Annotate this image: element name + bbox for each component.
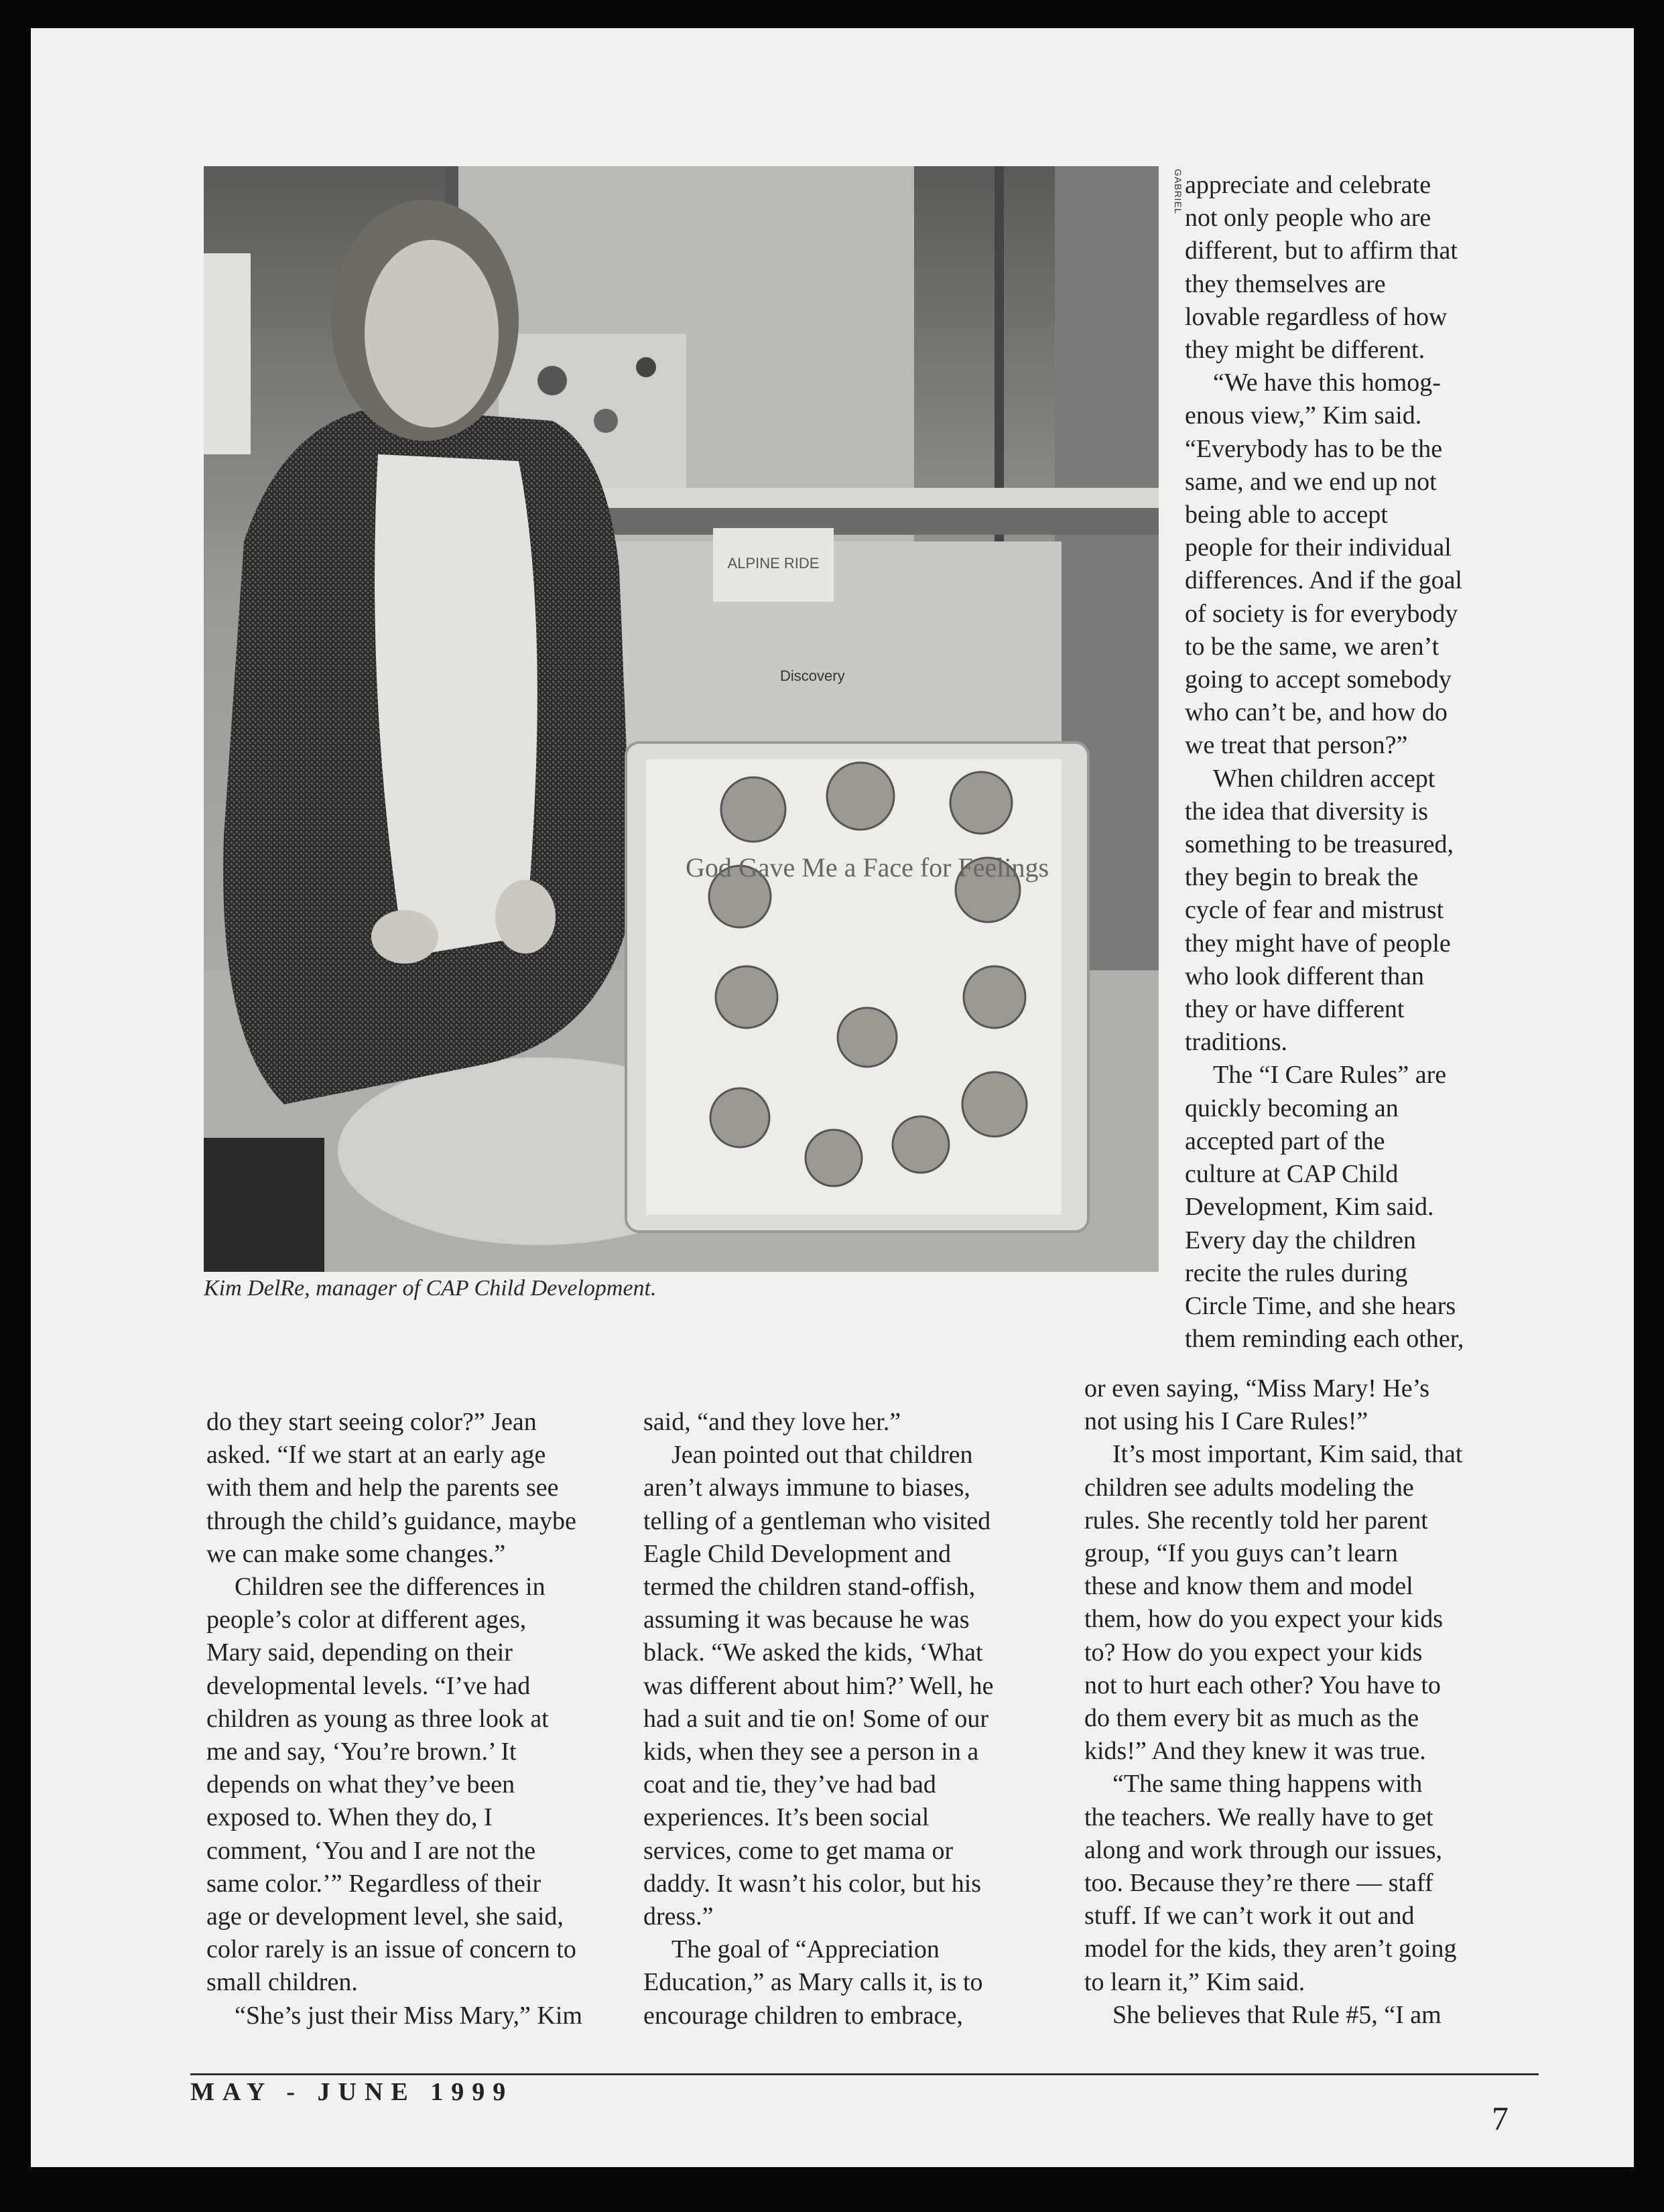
photo-caption: Kim DelRe, manager of CAP Child Development. — [204, 1276, 657, 1301]
paragraph: Children see the differences in people’s color at different ages, Mary said, depending on their developmental levels. “I’ve had children as young as three look at me and say, ‘You’re brown.’ It depends on what they’ve been exposed to. When they do, I comment, ‘You and I are not the same color.’” Regardless of their age or development level, she said, color rarely is an issue of concern to small children. — [206, 1573, 576, 1997]
paragraph: appreciate and celebrate not only people who are different, but to affirm that they themselves are lovable regardless of how they might be different. — [1185, 171, 1458, 365]
paragraph: It’s most important, Kim said, that children see adults modeling the rules. She recently told her parent group, “If you guys can’t learn these and know them and model them, how do you expect your kids to? How do you expect your kids not to hurt each other? You have to do them every bit as much as the kids!” And they knew it was true. — [1084, 1440, 1463, 1766]
photo-kim-delre — [204, 166, 1159, 1272]
paragraph: Jean pointed out that children aren’t always immune to biases, telling of a gentleman who visited Eagle Child Development and termed the children stand-offish, assuming it was because he was black. “We asked the kids, ‘What was different about him?’ Well, he had a suit and tie on! Some of our kids, when they see a person in a coat and tie, they’ve had bad experiences. It’s been social services, come to get mama or daddy. It wasn’t his color, but his dress.” — [643, 1441, 994, 1931]
column3-upper-text — [1185, 169, 1527, 1356]
paragraph: The goal of “Appreciation Education,” as Mary calls it, is to encourage children to embrace, — [643, 1935, 983, 2030]
page-number: 7 — [1492, 2099, 1509, 2137]
issue-date: MAY - JUNE 1999 — [190, 2078, 514, 2106]
magazine-page — [31, 28, 1634, 2167]
poster-title: God Gave Me a Face for Feelings — [685, 852, 1049, 883]
sign-discovery: Discovery — [780, 667, 845, 684]
paragraph: do they start seeing color?” Jean asked. “If we start at an early age with them and help the parents see through the child’s guidance, maybe we can make some changes.” — [206, 1408, 576, 1568]
paragraph: said, “and they love her.” — [643, 1408, 901, 1436]
paragraph: She believes that Rule #5, “I am — [1112, 2000, 1442, 2029]
column2-text — [643, 1406, 1072, 2032]
photo-credit: GABRIEL — [1173, 169, 1183, 214]
paragraph: “The same thing happens with the teachers. We really have to get along and work through our issues, too. Because they’re there — staff stuff. If we can’t work it out and model for the kids, they aren’t going to learn it,” Kim said. — [1084, 1770, 1457, 1996]
paragraph: When children accept the idea that diversity is something to be treasured, they begin to break the cycle of fear and mistrust they might have of people who look different than they or have different traditions. — [1185, 764, 1454, 1057]
sign-alpine-ride: ALPINE RIDE — [727, 555, 820, 572]
column1-text — [206, 1406, 649, 2032]
paragraph: “She’s just their Miss Mary,” Kim — [235, 2001, 582, 2030]
photo-illustration — [204, 166, 1159, 1272]
paragraph: “We have this homog- enous view,” Kim said. “Everybody has to be the same, and we end up not being able to accept people for their individual differences. And if the goal of society is for everybody to be the same, we aren’t going to accept somebody who can’t be, and how do we treat that person?” — [1185, 369, 1462, 760]
column3-lower-text — [1084, 1372, 1540, 2032]
paragraph: or even saying, “Miss Mary! He’s not using his I Care Rules!” — [1084, 1374, 1430, 1436]
paragraph: The “I Care Rules” are quickly becoming an accepted part of the culture at CAP Child Development, Kim said. Every day the children recite the rules during Circle Time, and she hears them reminding each other, — [1185, 1061, 1464, 1354]
footer-divider — [190, 2073, 1539, 2075]
